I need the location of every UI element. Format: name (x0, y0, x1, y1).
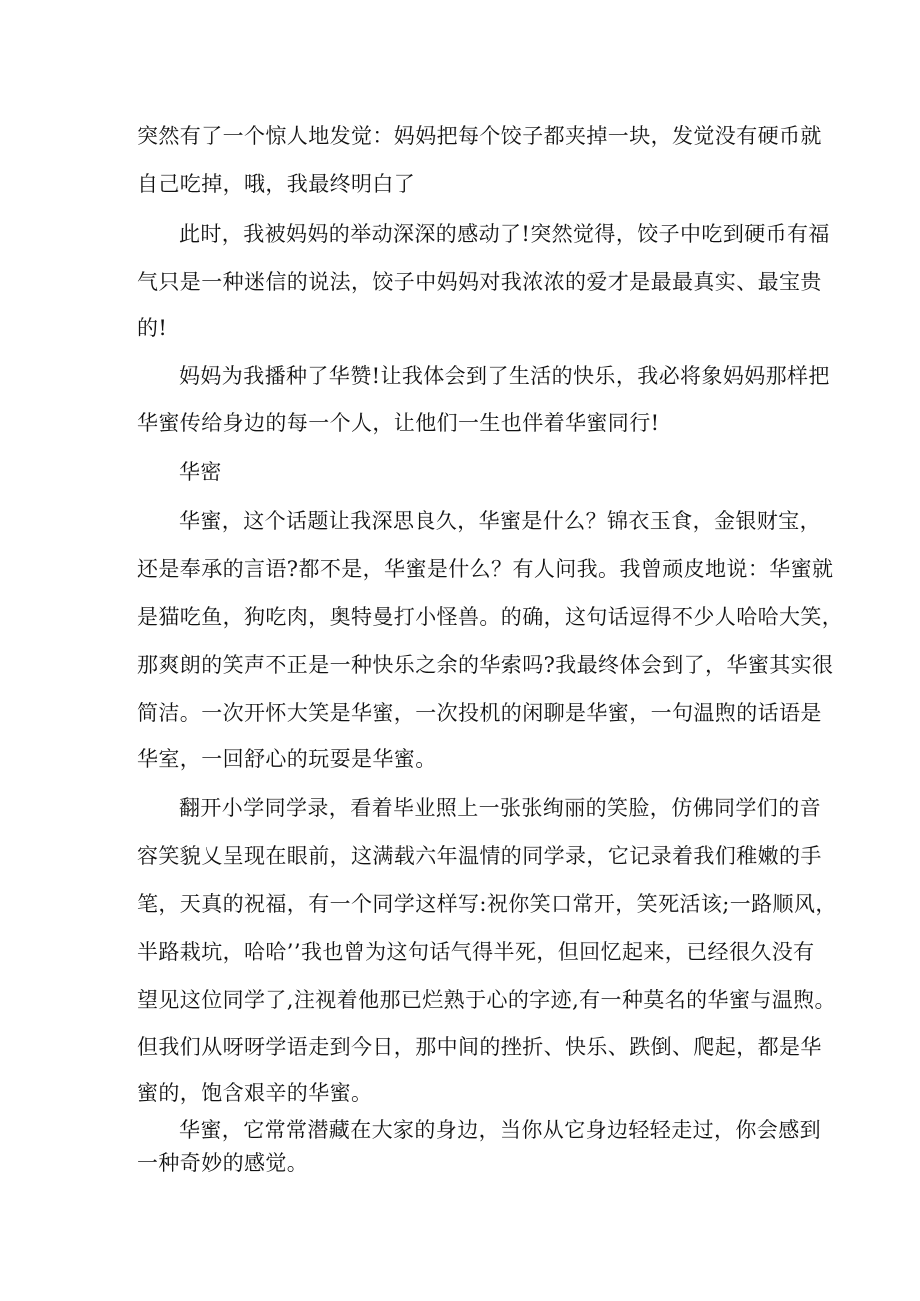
text-line: 气只是一种迷信的说法，饺子中妈妈对我浓浓的爱才是最最真实、最宝贵 (137, 270, 822, 294)
text-line: 容笑貌乂呈现在眼前，这满载六年温情的同学录，它记录着我们稚嫩的手 (137, 844, 822, 868)
text-line: 翻开小学同学录，看着毕业照上一张张绚丽的笑脸，仿佛同学们的音 (179, 796, 821, 820)
text-line: 简洁。一次开怀大笑是华蜜，一次投机的闲聊是华蜜，一句温煦的话语是 (137, 701, 822, 725)
text-line: 的! (137, 316, 168, 340)
text-line: 突然有了一个惊人地发觉：妈妈把每个饺子都夹掉一块，发觉没有硬币就 (137, 124, 822, 148)
text-line: 此时，我被妈妈的举动深深的感动了!突然觉得，饺子中吃到硬币有福 (179, 222, 830, 246)
text-line: 华蜜，它常常潜藏在大家的身边，当你从它身边轻轻走过，你会感到 (179, 1118, 821, 1142)
text-line: 一种奇妙的感觉。 (137, 1151, 309, 1175)
section-heading: 华密 (179, 460, 222, 484)
text-line: 蜜的，饱含艰辛的华蜜。 (137, 1081, 373, 1105)
text-line: 望见这位同学了,注视着他那已烂熟于心的字迹,有一种莫名的华蜜与温煦。 (137, 988, 836, 1012)
text-line: 是猫吃鱼，狗吃肉，奥特曼打小怪兽。的确，这句话逗得不少人哈哈大笑， (137, 605, 844, 629)
text-line: 笔，天真的祝福，有一个同学这样写:祝你笑口常开，笑死活该;一路顺风， (137, 892, 837, 916)
text-line: 还是奉承的言语?都不是，华蜜是什么？有人问我。我曾顽皮地说：华蜜就 (137, 557, 834, 581)
text-line: 华室，一回舒心的玩耍是华蜜。 (137, 747, 437, 771)
text-line: 但我们从呀呀学语走到今日，那中间的挫折、快乐、跌倒、爬起，都是华 (137, 1035, 822, 1059)
text-line: 华蜜传给身边的每一个人，让他们一生也伴着华蜜同行! (137, 411, 660, 435)
text-line: 半路栽坑，哈哈’’我也曾为这句话气得半死，但回忆起来，已经很久没有 (137, 940, 815, 964)
text-line: 自己吃掉，哦，我最终明白了 (137, 172, 416, 196)
text-line: 华蜜，这个话题让我深思良久，华蜜是什么？锦衣玉食，金银财宝， (179, 509, 821, 533)
text-line: 那爽朗的笑声不正是一种快乐之余的华索吗?我最终体会到了，华蜜其实很 (137, 653, 834, 677)
text-line: 妈妈为我播种了华赞!让我体会到了生活的快乐，我必将象妈妈那样把 (179, 364, 830, 388)
